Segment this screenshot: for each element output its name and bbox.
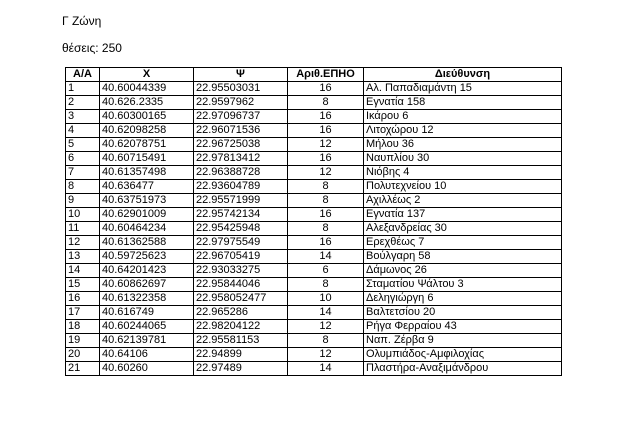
- cell-epho: 8: [288, 180, 364, 194]
- table-row: [66, 264, 562, 278]
- cell-address: Λιτοχώρου 12: [364, 124, 562, 138]
- cell-x: 40.60044339: [100, 82, 194, 96]
- header-aa: Α/Α: [66, 68, 100, 82]
- cell-y: 22.97489: [194, 362, 288, 376]
- cell-epho: 12: [288, 320, 364, 334]
- table-row: [66, 96, 562, 110]
- cell-x: 40.60862697: [100, 278, 194, 292]
- cell-address: Σταματίου Ψάλτου 3: [364, 278, 562, 292]
- cell-y: 22.98204122: [194, 320, 288, 334]
- cell-y: 22.95581153: [194, 334, 288, 348]
- cell-x: 40.60244065: [100, 320, 194, 334]
- table-row: [66, 278, 562, 292]
- cell-y: 22.958052477: [194, 292, 288, 306]
- cell-address: Πολυτεχνείου 10: [364, 180, 562, 194]
- cell-epho: 8: [288, 96, 364, 110]
- table-row: [66, 362, 562, 376]
- cell-address: Νιόβης 4: [364, 166, 562, 180]
- cell-aa: 2: [66, 96, 100, 110]
- cell-aa: 21: [66, 362, 100, 376]
- cell-aa: 10: [66, 208, 100, 222]
- cell-address: Δεληγιώργη 6: [364, 292, 562, 306]
- table-row: [66, 180, 562, 194]
- table-row: [66, 124, 562, 138]
- table-row: [66, 110, 562, 124]
- header-epho: Αριθ.ΕΠΗΟ: [288, 68, 364, 82]
- cell-x: 40.616749: [100, 306, 194, 320]
- table-row: [66, 292, 562, 306]
- table-row: [66, 152, 562, 166]
- cell-aa: 19: [66, 334, 100, 348]
- cell-y: 22.97975549: [194, 236, 288, 250]
- table-row: [66, 82, 562, 96]
- cell-y: 22.95844046: [194, 278, 288, 292]
- cell-address: Εγνατία 158: [364, 96, 562, 110]
- cell-address: Αλεξανδρείας 30: [364, 222, 562, 236]
- cell-x: 40.62901009: [100, 208, 194, 222]
- cell-y: 22.93604789: [194, 180, 288, 194]
- cell-epho: 12: [288, 166, 364, 180]
- cell-aa: 8: [66, 180, 100, 194]
- cell-y: 22.95503031: [194, 82, 288, 96]
- cell-x: 40.60260: [100, 362, 194, 376]
- cell-x: 40.626.2335: [100, 96, 194, 110]
- cell-epho: 16: [288, 152, 364, 166]
- cell-y: 22.96071536: [194, 124, 288, 138]
- cell-address: Ερεχθέως 7: [364, 236, 562, 250]
- cell-y: 22.95742134: [194, 208, 288, 222]
- cell-address: Βούλγαρη 58: [364, 250, 562, 264]
- cell-epho: 6: [288, 264, 364, 278]
- table-row: [66, 334, 562, 348]
- cell-aa: 14: [66, 264, 100, 278]
- table-row: [66, 306, 562, 320]
- cell-address: Εγνατία 137: [364, 208, 562, 222]
- cell-address: Ναπ. Ζέρβα 9: [364, 334, 562, 348]
- parking-points-table: [65, 67, 562, 376]
- cell-epho: 16: [288, 110, 364, 124]
- cell-aa: 3: [66, 110, 100, 124]
- cell-epho: 16: [288, 82, 364, 96]
- cell-epho: 12: [288, 348, 364, 362]
- cell-address: Ναυπλίου 30: [364, 152, 562, 166]
- cell-x: 40.64106: [100, 348, 194, 362]
- cell-x: 40.636477: [100, 180, 194, 194]
- seats-count: θέσεις: 250: [62, 41, 122, 55]
- cell-y: 22.95425948: [194, 222, 288, 236]
- cell-epho: 8: [288, 194, 364, 208]
- table-row: [66, 208, 562, 222]
- cell-address: Ρήγα Φερραίου 43: [364, 320, 562, 334]
- cell-x: 40.60715491: [100, 152, 194, 166]
- cell-address: Βαλτετσίου 20: [364, 306, 562, 320]
- cell-address: Δάμωνος 26: [364, 264, 562, 278]
- cell-epho: 8: [288, 334, 364, 348]
- cell-x: 40.61357498: [100, 166, 194, 180]
- cell-y: 22.965286: [194, 306, 288, 320]
- cell-x: 40.63751973: [100, 194, 194, 208]
- cell-aa: 15: [66, 278, 100, 292]
- cell-aa: 18: [66, 320, 100, 334]
- cell-aa: 20: [66, 348, 100, 362]
- table-row: [66, 236, 562, 250]
- zone-title: Γ Ζώνη: [62, 14, 102, 28]
- cell-y: 22.9597962: [194, 96, 288, 110]
- cell-x: 40.61322358: [100, 292, 194, 306]
- table-row: [66, 348, 562, 362]
- cell-aa: 5: [66, 138, 100, 152]
- cell-aa: 13: [66, 250, 100, 264]
- cell-address: Αλ. Παπαδιαμάντη 15: [364, 82, 562, 96]
- cell-aa: 11: [66, 222, 100, 236]
- table-row: [66, 222, 562, 236]
- cell-x: 40.64201423: [100, 264, 194, 278]
- cell-address: Ολυμπιάδος-Αμφιλοχίας: [364, 348, 562, 362]
- table-header-row: [66, 68, 562, 82]
- table-row: [66, 250, 562, 264]
- cell-x: 40.60300165: [100, 110, 194, 124]
- cell-aa: 6: [66, 152, 100, 166]
- cell-aa: 4: [66, 124, 100, 138]
- cell-y: 22.94899: [194, 348, 288, 362]
- cell-x: 40.60464234: [100, 222, 194, 236]
- cell-epho: 10: [288, 292, 364, 306]
- cell-epho: 16: [288, 124, 364, 138]
- cell-address: Ικάρου 6: [364, 110, 562, 124]
- cell-epho: 12: [288, 138, 364, 152]
- cell-x: 40.62139781: [100, 334, 194, 348]
- table-row: [66, 320, 562, 334]
- cell-x: 40.62098258: [100, 124, 194, 138]
- cell-address: Αχιλλέως 2: [364, 194, 562, 208]
- cell-x: 40.59725623: [100, 250, 194, 264]
- cell-y: 22.96725038: [194, 138, 288, 152]
- cell-epho: 16: [288, 236, 364, 250]
- table-row: [66, 138, 562, 152]
- cell-x: 40.61362588: [100, 236, 194, 250]
- cell-epho: 14: [288, 250, 364, 264]
- cell-epho: 8: [288, 222, 364, 236]
- header-x: Χ: [100, 68, 194, 82]
- cell-aa: 1: [66, 82, 100, 96]
- cell-aa: 12: [66, 236, 100, 250]
- cell-aa: 16: [66, 292, 100, 306]
- cell-aa: 7: [66, 166, 100, 180]
- cell-y: 22.97096737: [194, 110, 288, 124]
- cell-aa: 9: [66, 194, 100, 208]
- cell-y: 22.95571999: [194, 194, 288, 208]
- header-y: Ψ: [194, 68, 288, 82]
- cell-x: 40.62078751: [100, 138, 194, 152]
- cell-address: Πλαστήρα-Αναξιμάνδρου: [364, 362, 562, 376]
- table-row: [66, 194, 562, 208]
- table-row: [66, 166, 562, 180]
- cell-aa: 17: [66, 306, 100, 320]
- cell-epho: 14: [288, 362, 364, 376]
- cell-y: 22.97813412: [194, 152, 288, 166]
- cell-y: 22.96705419: [194, 250, 288, 264]
- cell-address: Μήλου 36: [364, 138, 562, 152]
- cell-epho: 8: [288, 278, 364, 292]
- cell-epho: 14: [288, 306, 364, 320]
- header-address: Διεύθυνση: [364, 68, 562, 82]
- cell-epho: 16: [288, 208, 364, 222]
- cell-y: 22.96388728: [194, 166, 288, 180]
- cell-y: 22.93033275: [194, 264, 288, 278]
